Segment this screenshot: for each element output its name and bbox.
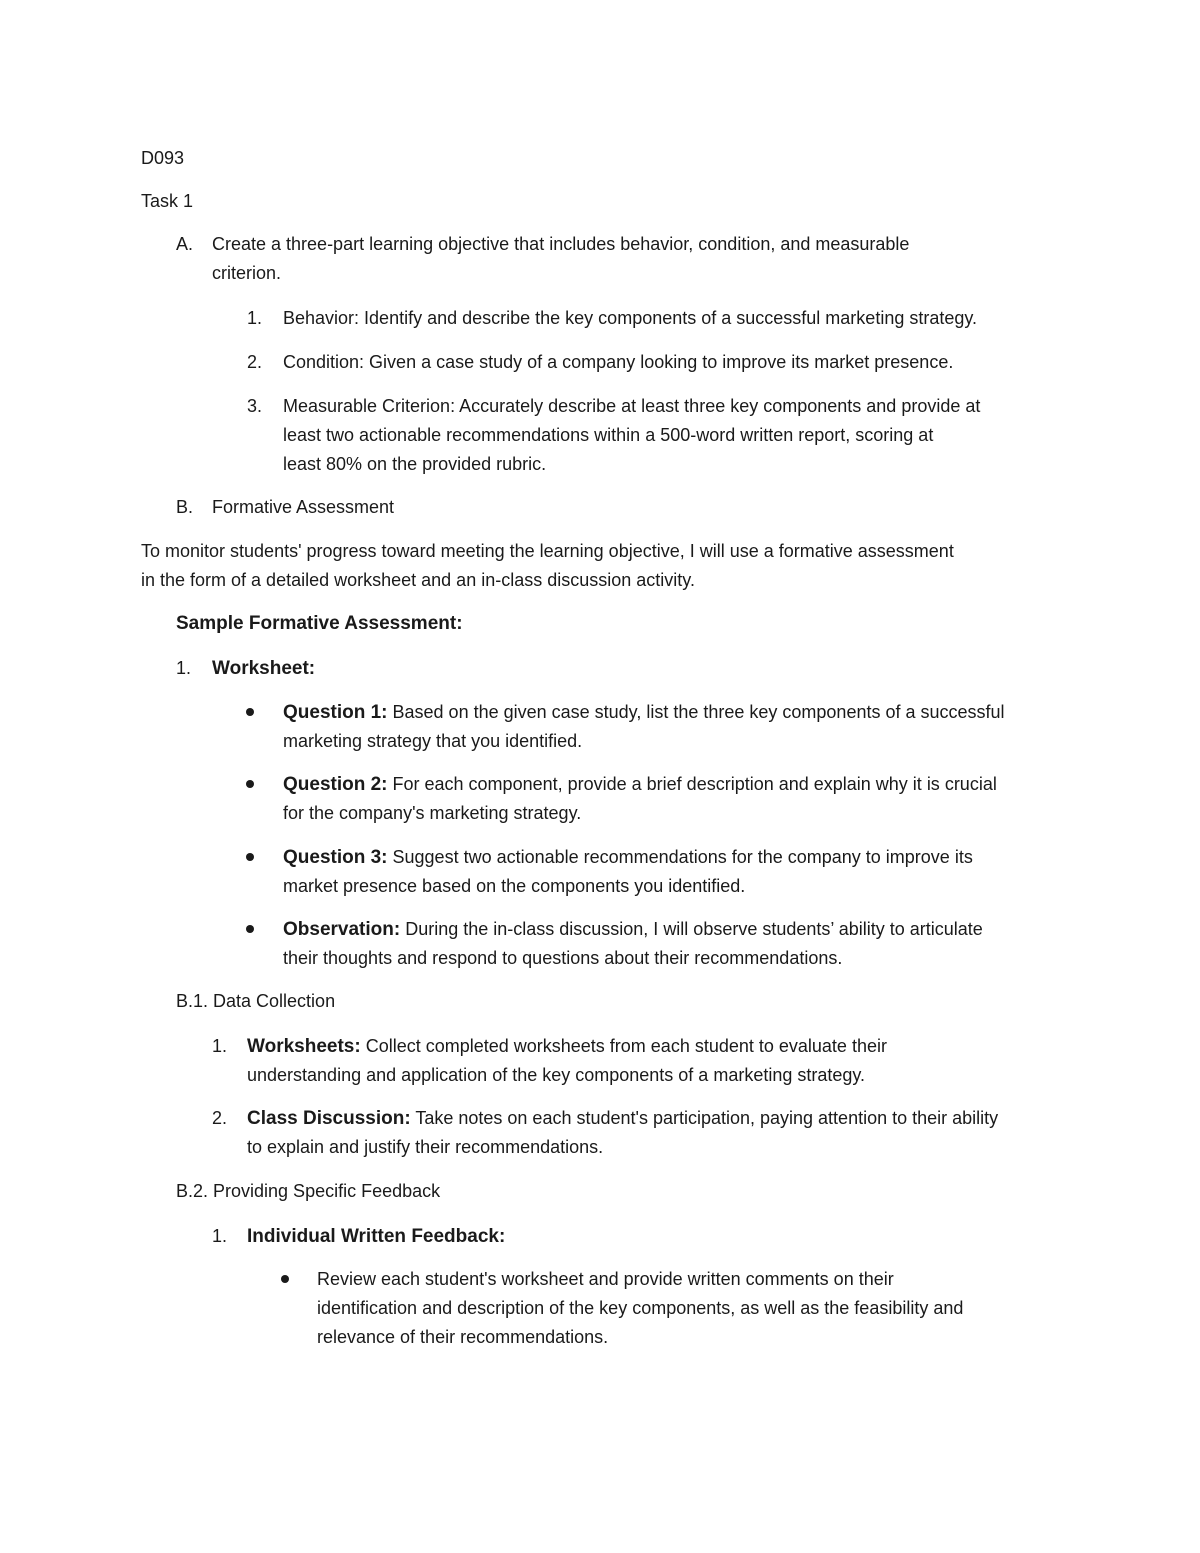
objective-1-marker: 1. xyxy=(247,308,263,328)
section-b-title: Formative Assessment xyxy=(212,497,395,517)
objective-condition: Condition: Given a case study of a company looking to improve its market presence. xyxy=(283,352,954,372)
question-2-label: Question 2: xyxy=(283,774,388,795)
feedback-line1: Review each student's worksheet and provide written comments on their xyxy=(317,1269,894,1289)
task-title: Task 1 xyxy=(141,191,194,211)
class-discussion-marker: 2. xyxy=(212,1108,228,1128)
objective-3-marker: 3. xyxy=(247,396,263,416)
worksheet-label: Worksheet: xyxy=(212,658,316,679)
written-feedback-label: Individual Written Feedback: xyxy=(247,1226,506,1247)
observation-text: During the in-class discussion, I will observe students’ ability to articulate xyxy=(400,919,983,939)
bullet-icon xyxy=(281,1275,289,1283)
section-b1-title: B.1. Data Collection xyxy=(176,991,336,1011)
observation-line2: their thoughts and respond to questions about their recommendations. xyxy=(283,948,843,968)
section-a-text-line1: Create a three-part learning objective that includes behavior, condition, and measurable xyxy=(212,234,910,254)
observation-line1 xyxy=(283,915,983,944)
question-3-text: Suggest two actionable recommendations for the company to improve its xyxy=(387,847,973,867)
worksheets-label: Worksheets: xyxy=(247,1036,361,1057)
worksheets-line1 xyxy=(247,1032,887,1061)
question-3-line1 xyxy=(283,843,973,872)
objective-criterion-line1: Measurable Criterion: Accurately describe at least three key components and provide at xyxy=(283,396,981,416)
class-discussion-line2: to explain and justify their recommendations. xyxy=(247,1137,604,1157)
class-discussion-text: Take notes on each student's participation, paying attention to their ability xyxy=(410,1108,999,1128)
class-discussion-label: Class Discussion: xyxy=(247,1108,411,1129)
question-3-line2: market presence based on the components you identified. xyxy=(283,876,746,896)
section-b-intro-line1: To monitor students' progress toward meeting the learning objective, I will use a formative assessment xyxy=(141,541,954,561)
observation-label: Observation: xyxy=(283,919,401,940)
class-discussion-line1 xyxy=(247,1104,998,1133)
feedback-line3: relevance of their recommendations. xyxy=(317,1327,609,1347)
objective-2-marker: 2. xyxy=(247,352,263,372)
worksheets-marker: 1. xyxy=(212,1036,228,1056)
question-1-line1 xyxy=(283,698,1005,727)
written-feedback-marker: 1. xyxy=(212,1226,228,1246)
bullet-icon xyxy=(246,925,254,933)
bullet-icon xyxy=(246,780,254,788)
objective-criterion-line3: least 80% on the provided rubric. xyxy=(283,454,547,474)
objective-behavior: Behavior: Identify and describe the key components of a successful marketing strategy. xyxy=(283,308,978,328)
bullet-icon xyxy=(246,853,254,861)
question-2-line2: for the company's marketing strategy. xyxy=(283,803,582,823)
objective-criterion-line2: least two actionable recommendations within a 500-word written report, scoring at xyxy=(283,425,934,445)
worksheet-marker: 1. xyxy=(176,658,192,678)
question-3-label: Question 3: xyxy=(283,847,388,868)
worksheets-text: Collect completed worksheets from each student to evaluate their xyxy=(360,1036,887,1056)
worksheets-line2: understanding and application of the key components of a marketing strategy. xyxy=(247,1065,866,1085)
section-b-intro-line2: in the form of a detailed worksheet and an in-class discussion activity. xyxy=(141,570,695,590)
question-2-line1 xyxy=(283,770,997,799)
bullet-icon xyxy=(246,708,254,716)
question-1-text: Based on the given case study, list the three key components of a successful xyxy=(387,702,1005,722)
question-1-line2: marketing strategy that you identified. xyxy=(283,731,583,751)
course-code: D093 xyxy=(141,148,185,168)
feedback-line2: identification and description of the key components, as well as the feasibility and xyxy=(317,1298,964,1318)
question-2-text: For each component, provide a brief description and explain why it is crucial xyxy=(387,774,997,794)
question-1-label: Question 1: xyxy=(283,702,388,723)
section-a-marker: A. xyxy=(176,234,194,254)
section-a-text-line2: criterion. xyxy=(212,263,282,283)
section-b2-title: B.2. Providing Specific Feedback xyxy=(176,1181,441,1201)
section-b-marker: B. xyxy=(176,497,194,517)
sample-assessment-heading: Sample Formative Assessment: xyxy=(176,613,463,634)
